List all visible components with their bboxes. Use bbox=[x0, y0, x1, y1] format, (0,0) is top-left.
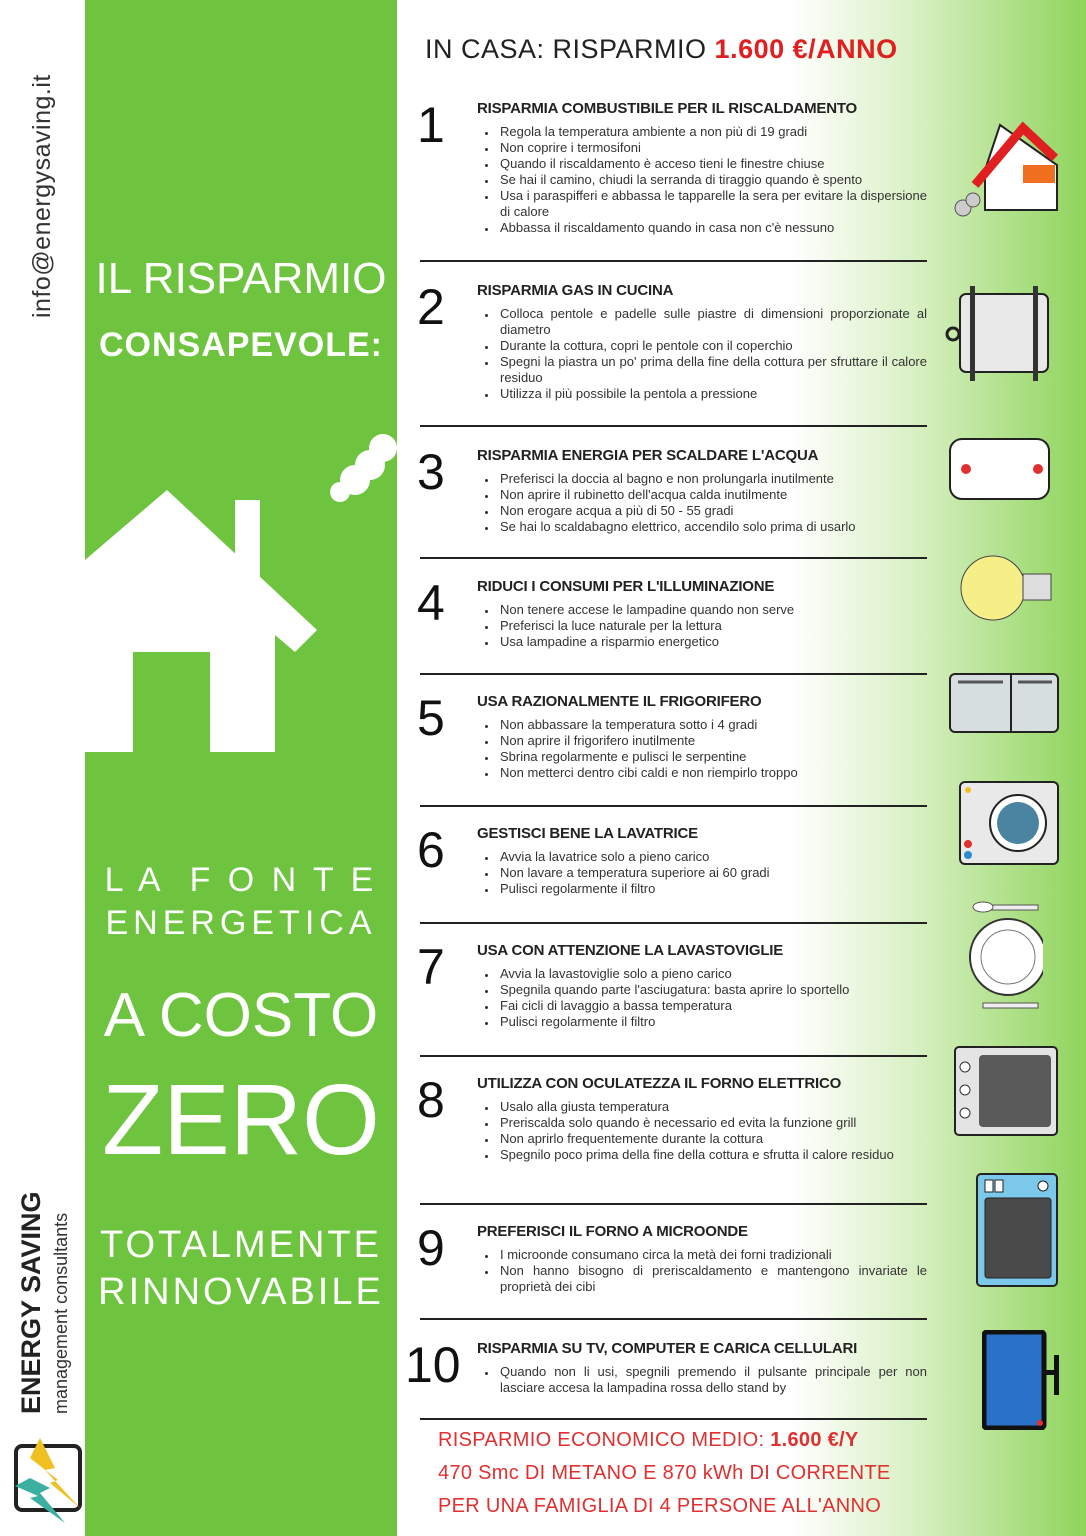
tip-item: • Non aprire il frigorifero inutilmente bbox=[497, 733, 927, 749]
tv-icon bbox=[982, 1330, 1062, 1430]
tip-list bbox=[497, 717, 927, 781]
tip-item: • Regola la temperatura ambiente a non più di 19 gradi bbox=[497, 124, 927, 140]
tip-item: • Non lavare a temperatura superiore ai 60 gradi bbox=[497, 865, 927, 881]
title-amount: 1.600 €/ANNO bbox=[714, 34, 898, 64]
footer-amount: 1.600 €/Y bbox=[770, 1429, 859, 1451]
tip-section bbox=[405, 97, 927, 236]
tip-list bbox=[497, 1099, 927, 1163]
footer-line2: 470 Smc DI METANO E 870 kWh DI CORRENTE bbox=[438, 1462, 891, 1484]
tip-section bbox=[405, 1337, 927, 1396]
tip-section bbox=[405, 575, 927, 650]
divider bbox=[420, 1203, 927, 1205]
divider bbox=[420, 1318, 927, 1320]
tip-item: • Quando il riscaldamento è acceso tieni le finestre chiuse bbox=[497, 156, 927, 172]
section-number: 8 bbox=[417, 1072, 445, 1128]
panel-line2: CONSAPEVOLE: bbox=[98, 326, 384, 364]
divider bbox=[420, 1418, 927, 1420]
tip-item: • Avvia la lavatrice solo a pieno carico bbox=[497, 849, 927, 865]
tip-list bbox=[497, 602, 927, 650]
tip-list bbox=[497, 306, 927, 402]
divider bbox=[420, 260, 927, 262]
panel-line7: TOTALMENTE bbox=[100, 1224, 382, 1266]
tip-list bbox=[497, 124, 927, 236]
water-heater-icon bbox=[948, 437, 1053, 502]
section-title: PREFERISCI IL FORNO A MICROONDE bbox=[477, 1223, 748, 1240]
tip-item: • Non aprirlo frequentemente durante la cottura bbox=[497, 1131, 927, 1147]
lightning-logo-icon bbox=[10, 1438, 85, 1523]
footer-line1: RISPARMIO ECONOMICO MEDIO: bbox=[438, 1429, 771, 1451]
tip-section bbox=[405, 1072, 927, 1163]
tip-item: • Avvia la lavastoviglie solo a pieno carico bbox=[497, 966, 927, 982]
tip-item: • Durante la cottura, copri le pentole con il coperchio bbox=[497, 338, 927, 354]
tip-item: • Preferisci la doccia al bagno e non prolungarla inutilmente bbox=[497, 471, 927, 487]
tip-item: • Pulisci regolarmente il filtro bbox=[497, 881, 927, 897]
tip-item: • Non metterci dentro cibi caldi e non riempirlo troppo bbox=[497, 765, 927, 781]
tip-section bbox=[405, 822, 927, 897]
tip-item: • Usalo alla giusta temperatura bbox=[497, 1099, 927, 1115]
tip-section bbox=[405, 279, 927, 402]
electric-oven-icon bbox=[953, 1045, 1059, 1137]
section-number: 10 bbox=[405, 1337, 461, 1393]
tip-item: • Spegnila quando parte l'asciugatura: basta aprire lo sportello bbox=[497, 982, 927, 998]
panel-line6: ZERO bbox=[102, 1064, 380, 1176]
tip-item: • Se hai il camino, chiudi la serranda di tiraggio quando è spento bbox=[497, 172, 927, 188]
fridge-icon bbox=[948, 672, 1060, 734]
page-title bbox=[425, 34, 898, 65]
panel-line4: ENERGETICA bbox=[105, 904, 377, 942]
tip-item: • Spegnilo poco prima della fine della cottura e sfrutta il calore residuo bbox=[497, 1147, 927, 1163]
house-icon bbox=[85, 430, 397, 760]
section-title: GESTISCI BENE LA LAVATRICE bbox=[477, 825, 698, 842]
tip-item: • Colloca pentole e padelle sulle piastre di dimensioni proporzionate al diametro bbox=[497, 306, 927, 338]
left-panel bbox=[85, 0, 397, 1536]
tip-item: • Fai cicli di lavaggio a bassa temperatura bbox=[497, 998, 927, 1014]
tip-section bbox=[405, 939, 927, 1030]
tip-item: • Preriscalda solo quando è necessario ed evita la funzione grill bbox=[497, 1115, 927, 1131]
tip-item: • Non aprire il rubinetto dell'acqua calda inutilmente bbox=[497, 487, 927, 503]
tip-item: • Se hai lo scaldabagno elettrico, accendilo solo prima di usarlo bbox=[497, 519, 927, 535]
section-title: RIDUCI I CONSUMI PER L'ILLUMINAZIONE bbox=[477, 578, 775, 595]
tip-item: • I microonde consumano circa la metà dei forni tradizionali bbox=[497, 1247, 927, 1263]
title-prefix: IN CASA: RISPARMIO bbox=[425, 34, 715, 64]
panel-line5: A COSTO bbox=[103, 981, 379, 1050]
section-number: 7 bbox=[417, 939, 445, 995]
divider bbox=[420, 425, 927, 427]
divider bbox=[420, 557, 927, 559]
divider bbox=[420, 805, 927, 807]
panel-line1: IL RISPARMIO bbox=[95, 254, 387, 303]
tip-item: • Spegni la piastra un po' prima della fine della cottura per sfruttare il calore residuo bbox=[497, 354, 927, 386]
tip-item: • Non hanno bisogno di preriscaldamento e mantengono invariate le proprietà dei cibi bbox=[497, 1263, 927, 1295]
tip-item: • Non abbassare la temperatura sotto i 4 gradi bbox=[497, 717, 927, 733]
tip-item: • Abbassa il riscaldamento quando in casa non c'è nessuno bbox=[497, 220, 927, 236]
tip-item: • Quando non li usi, spegnili premendo il pulsante principale per non lasciare accesa la lampadina rossa dello stand by bbox=[497, 1364, 927, 1396]
tip-section bbox=[405, 444, 927, 535]
pot-icon bbox=[945, 282, 1060, 382]
plate-cutlery-icon bbox=[968, 895, 1043, 1015]
divider bbox=[420, 673, 927, 675]
microwave-icon bbox=[975, 1172, 1060, 1288]
tip-list bbox=[497, 1247, 927, 1295]
section-number: 2 bbox=[417, 279, 445, 335]
tip-list bbox=[497, 849, 927, 897]
tip-list bbox=[497, 471, 927, 535]
tip-list bbox=[497, 966, 927, 1030]
light-bulb-icon bbox=[958, 548, 1058, 628]
divider bbox=[420, 922, 927, 924]
section-title: USA RAZIONALMENTE IL FRIGORIFERO bbox=[477, 693, 762, 710]
tip-item: • Pulisci regolarmente il filtro bbox=[497, 1014, 927, 1030]
tip-item: • Non erogare acqua a più di 50 - 55 gradi bbox=[497, 503, 927, 519]
section-number: 5 bbox=[417, 690, 445, 746]
house-heating-icon bbox=[945, 120, 1060, 230]
tip-item: • Preferisci la luce naturale per la lettura bbox=[497, 618, 927, 634]
brand-tagline: management consultants bbox=[51, 1212, 71, 1414]
footer-line3: PER UNA FAMIGLIA DI 4 PERSONE ALL'ANNO bbox=[438, 1495, 882, 1517]
section-title: RISPARMIA GAS IN CUCINA bbox=[477, 282, 674, 299]
section-number: 9 bbox=[417, 1220, 445, 1276]
brand-name: ENERGY SAVING bbox=[16, 1191, 46, 1414]
section-number: 6 bbox=[417, 822, 445, 878]
tip-list bbox=[497, 1364, 927, 1396]
section-title: RISPARMIA SU TV, COMPUTER E CARICA CELLULARI bbox=[477, 1340, 858, 1357]
washing-machine-icon bbox=[958, 780, 1060, 866]
section-title: RISPARMIA COMBUSTIBILE PER IL RISCALDAMENTO bbox=[477, 100, 858, 117]
section-number: 4 bbox=[417, 575, 445, 631]
section-title: UTILIZZA CON OCULATEZZA IL FORNO ELETTRICO bbox=[477, 1075, 842, 1092]
tip-item: • Non coprire i termosifoni bbox=[497, 140, 927, 156]
section-title: USA CON ATTENZIONE LA LAVASTOVIGLIE bbox=[477, 942, 784, 959]
tip-item: • Utilizza il più possibile la pentola a pressione bbox=[497, 386, 927, 402]
tip-item: • Usa i paraspifferi e abbassa le tapparelle la sera per evitare la dispersione di calore bbox=[497, 188, 927, 220]
panel-line8: RINNOVABILE bbox=[98, 1271, 384, 1313]
section-number: 1 bbox=[417, 97, 445, 153]
tip-item: • Usa lampadine a risparmio energetico bbox=[497, 634, 927, 650]
email-text: info@energysaving.it bbox=[28, 74, 56, 318]
section-title: RISPARMIA ENERGIA PER SCALDARE L'ACQUA bbox=[477, 447, 819, 464]
tip-section bbox=[405, 690, 927, 781]
divider bbox=[420, 1055, 927, 1057]
tip-item: • Non tenere accese le lampadine quando non serve bbox=[497, 602, 927, 618]
tip-item: • Sbrina regolarmente e pulisci le serpentine bbox=[497, 749, 927, 765]
tip-section bbox=[405, 1220, 927, 1295]
panel-line3: L A F O N T E bbox=[104, 861, 378, 899]
section-number: 3 bbox=[417, 444, 445, 500]
